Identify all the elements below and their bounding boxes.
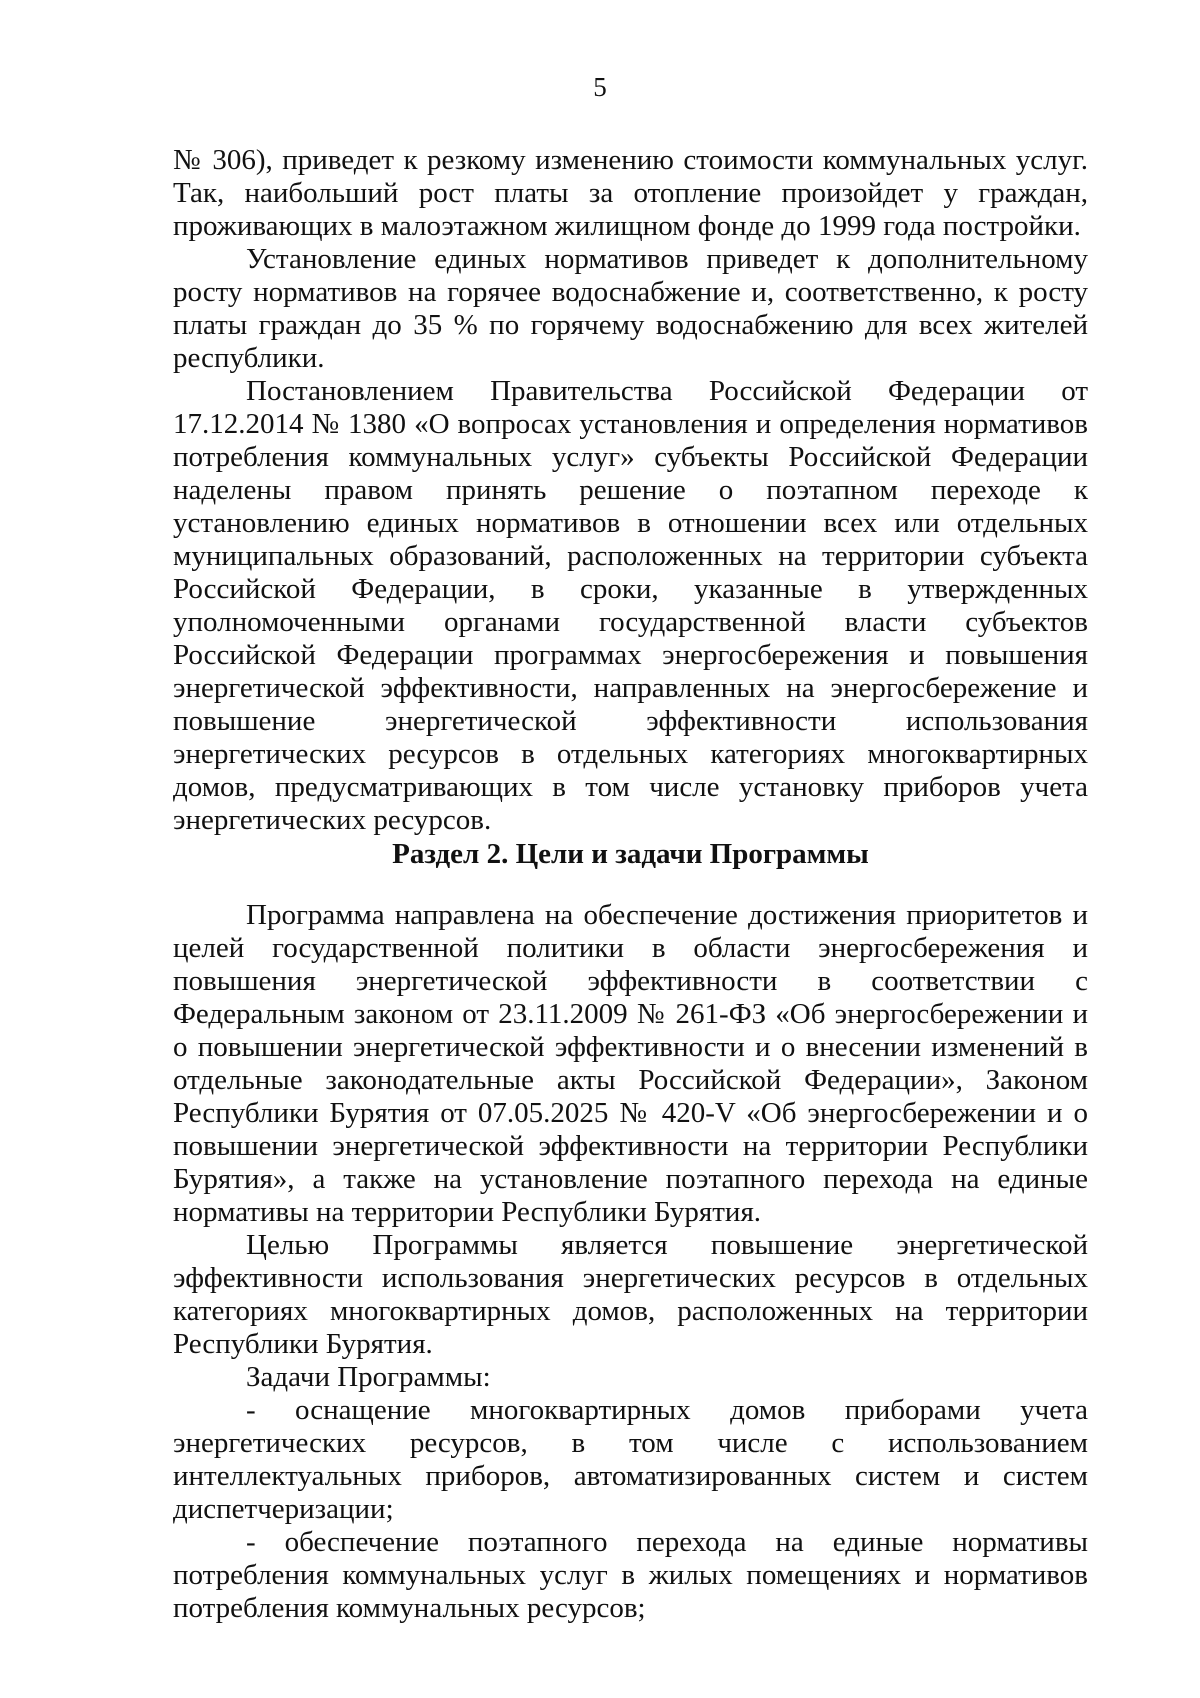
section-heading: Раздел 2. Цели и задачи Программы (392, 838, 869, 870)
section-body (173, 899, 1088, 1625)
list-item-task-transition: - обеспечение поэтапного перехода на единые нормативы потребления коммунальных услуг в жилых помещениях и нормативов потребления коммунальных ресурсов; (173, 1526, 1088, 1624)
paragraph-tasks-heading: Задачи Программы: (246, 1361, 491, 1393)
paragraph-program-goal: Целью Программы является повышение энергетической эффективности использования энергетических ресурсов в отдельных категориях многоквартирных домов, расположенных на территории Республики Бурятия. (173, 1229, 1088, 1360)
paragraph-program-direction: Программа направлена на обеспечение достижения приоритетов и целей государственной политики в области энергосбережения и повышения энергетической эффективности в соответствии с Федеральным законом от 23.11.2009 № 261-ФЗ «Об энергосбережении и о повышении энергетической эффективности и о внесении изменений в отдельные законодательные акты Российской Федерации», Законом Республики Бурятия от 07.05.2025 № 420-V «Об энергосбережении и о повышении энергетической эффективности на территории Республики Бурятия», а также на установление поэтапного перехода на единые нормативы на территории Республики Бурятия. (173, 899, 1088, 1228)
paragraph-government-resolution: Постановлением Правительства Российской Федерации от 17.12.2014 № 1380 «О вопросах установления и определения нормативов потребления коммунальных услуг» субъекты Российской Федерации наделены правом принять решение о поэтапном переходе к установлению единых нормативов в отношении всех или отдельных муниципальных образований, расположенных на территории субъекта Российской Федерации, в сроки, указанные в утвержденных уполномоченными органами государственной власти субъектов Российской Федерации программах энергосбережения и повышения энергетической эффективности, направленных на энергосбережение и повышение энергетической эффективности использования энергетических ресурсов в отдельных категориях многоквартирных домов, предусматривающих в том числе установку приборов учета энергетических ресурсов. (173, 375, 1088, 836)
list-item-task-metering: - оснащение многоквартирных домов приборами учета энергетических ресурсов, в том числе с использованием интеллектуальных приборов, автоматизированных систем и систем диспетчеризации; (173, 1394, 1088, 1525)
paragraph-continuation: № 306), приведет к резкому изменению стоимости коммунальных услуг. Так, наибольший рост платы за отопление произойдет у граждан, проживающих в малоэтажном жилищном фонде до 1999 года постройки. (173, 144, 1088, 242)
paragraph-unified-norms: Установление единых нормативов приведет к дополнительному росту нормативов на горячее водоснабжение и, соответственно, к росту платы граждан до 35 % по горячему водоснабжению для всех жителей республики. (173, 243, 1088, 374)
intro-text (173, 144, 1088, 837)
page-number: 5 (593, 72, 607, 102)
